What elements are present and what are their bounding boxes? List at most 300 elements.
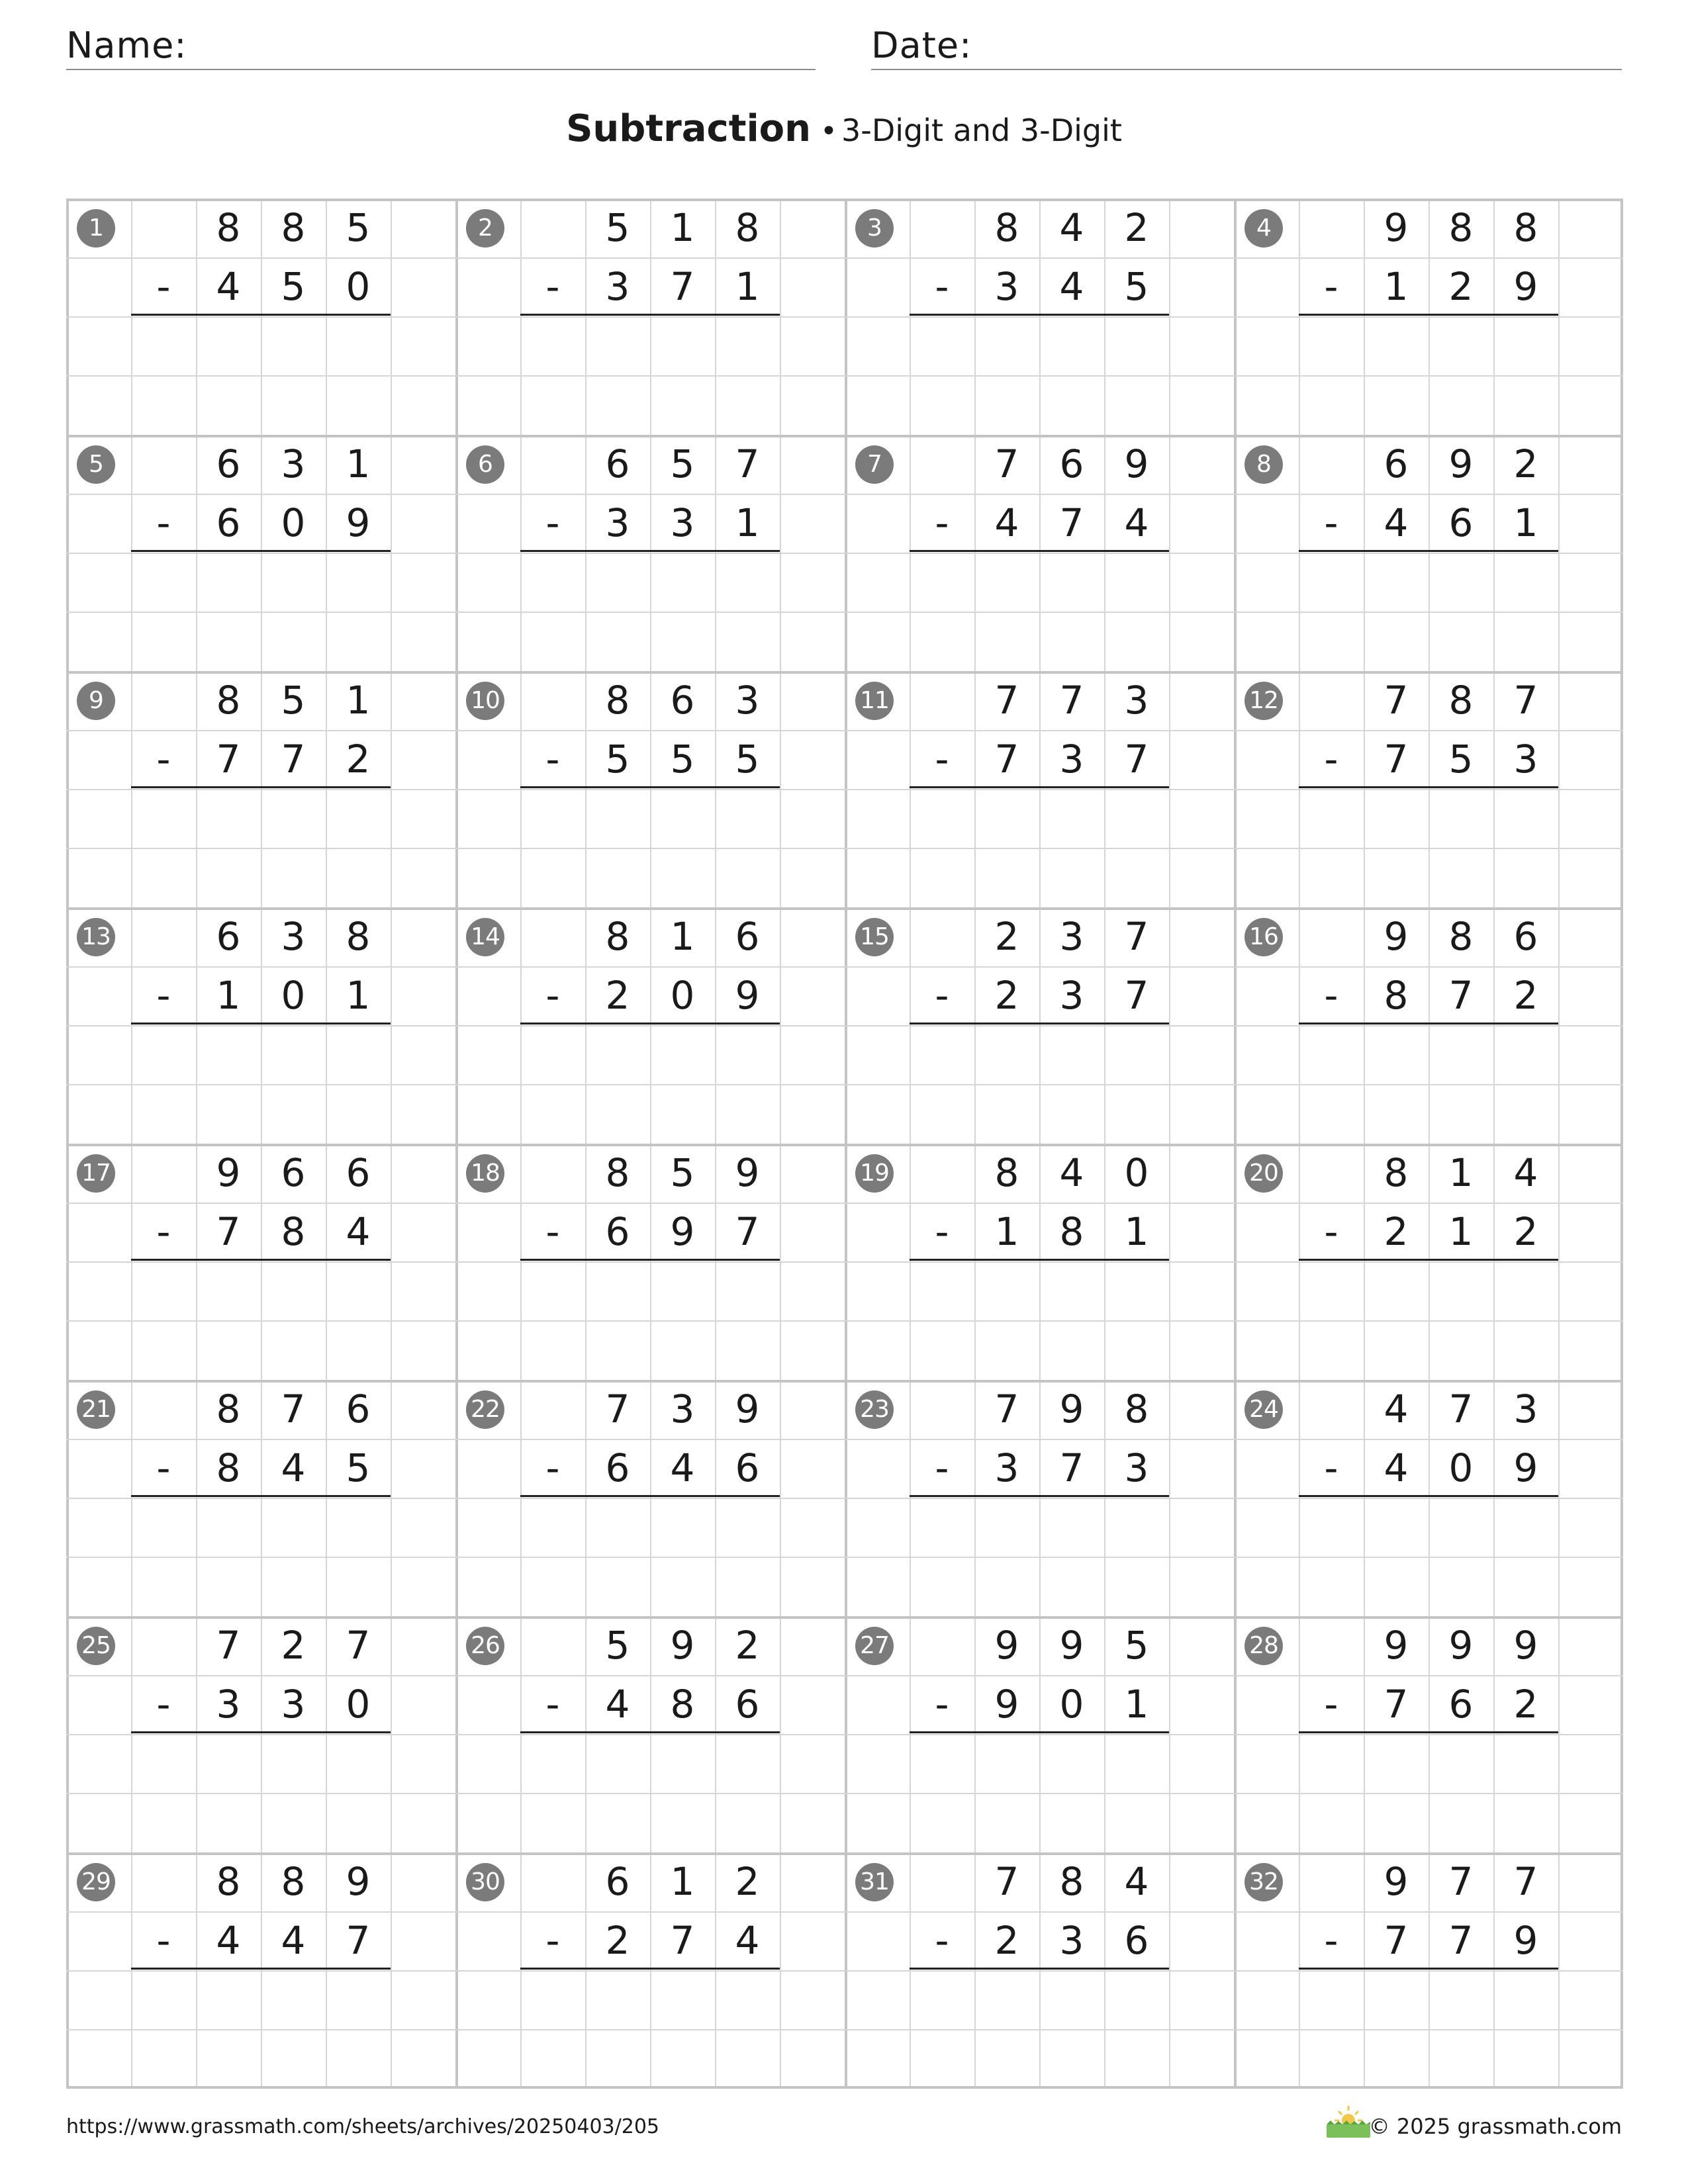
subtrahend-digit: 7 (1059, 500, 1084, 545)
minuend-digit: 8 (605, 1150, 630, 1195)
subtrahend-digit: 3 (1059, 737, 1084, 782)
minus-sign: - (1324, 737, 1338, 782)
minuend-digit: 6 (1059, 441, 1084, 486)
minuend-digit: 7 (346, 1623, 371, 1668)
subtrahend-digit: 2 (994, 1918, 1019, 1963)
minuend-digit: 8 (1448, 205, 1474, 250)
subtrahend-digit: 2 (1513, 1209, 1538, 1254)
minuend-digit: 5 (281, 678, 306, 723)
minuend-digit: 9 (1124, 441, 1149, 486)
problem-number-badge: 8 (1244, 445, 1283, 484)
subtrahend-digit: 3 (670, 500, 695, 545)
minuend-digit: 4 (1124, 1859, 1149, 1904)
minuend-digit: 3 (735, 678, 760, 723)
answer-line (520, 1731, 780, 1733)
minuend-digit: 8 (216, 678, 241, 723)
problem-number-badge: 29 (77, 1863, 115, 1901)
minuend-digit: 5 (1124, 1623, 1149, 1668)
subtrahend-digit: 8 (670, 1682, 695, 1727)
minus-sign: - (156, 737, 171, 782)
problem-number-badge: 11 (855, 682, 894, 720)
minuend-digit: 8 (216, 1387, 241, 1432)
subtrahend-digit: 4 (670, 1445, 695, 1490)
problem-18 (455, 1144, 845, 1380)
answer-line (131, 1023, 391, 1024)
minuend-digit: 8 (735, 205, 760, 250)
minuend-digit: 2 (281, 1623, 306, 1668)
minuend-digit: 5 (605, 1623, 630, 1668)
problem-number-badge: 10 (466, 682, 504, 720)
answer-line (1299, 1731, 1558, 1733)
minus-sign: - (156, 1918, 171, 1963)
minuend-digit: 8 (994, 205, 1019, 250)
problem-number-badge: 14 (466, 918, 504, 956)
minuend-digit: 8 (346, 914, 371, 959)
problem-17 (66, 1144, 455, 1380)
minuend-digit: 5 (346, 205, 371, 250)
answer-line (131, 1968, 391, 1970)
answer-line (1299, 1968, 1558, 1970)
subtrahend-digit: 6 (605, 1445, 630, 1490)
problem-number-badge: 6 (466, 445, 504, 484)
minuend-digit: 9 (735, 1387, 760, 1432)
problem-number-badge: 1 (77, 209, 115, 248)
answer-line (131, 550, 391, 552)
minuend-digit: 8 (1448, 678, 1474, 723)
problem-number-badge: 21 (77, 1390, 115, 1429)
problem-number-badge: 22 (466, 1390, 504, 1429)
subtrahend-digit: 0 (346, 1682, 371, 1727)
title-subtitle: 3-Digit and 3-Digit (841, 113, 1122, 148)
subtrahend-digit: 4 (1383, 1445, 1409, 1490)
answer-line (131, 1495, 391, 1497)
subtrahend-digit: 1 (735, 500, 760, 545)
problem-27 (845, 1616, 1234, 1852)
minuend-digit: 1 (346, 441, 371, 486)
subtrahend-digit: 4 (346, 1209, 371, 1254)
minuend-digit: 3 (1059, 914, 1084, 959)
subtrahend-digit: 3 (216, 1682, 241, 1727)
minuend-digit: 9 (346, 1859, 371, 1904)
minuend-digit: 8 (1513, 205, 1538, 250)
minuend-digit: 7 (216, 1623, 241, 1668)
minuend-digit: 9 (1383, 914, 1409, 959)
subtrahend-digit: 7 (216, 737, 241, 782)
minus-sign: - (935, 1918, 949, 1963)
problem-31 (845, 1852, 1234, 2089)
minuend-digit: 9 (1383, 205, 1409, 250)
minuend-digit: 1 (670, 205, 695, 250)
problem-number-badge: 13 (77, 918, 115, 956)
minuend-digit: 4 (1059, 1150, 1084, 1195)
problem-11 (845, 671, 1234, 907)
subtrahend-digit: 6 (1448, 1682, 1474, 1727)
subtrahend-digit: 1 (346, 973, 371, 1018)
worksheet-grid (66, 199, 1623, 2089)
subtrahend-digit: 5 (670, 737, 695, 782)
problem-number-badge: 12 (1244, 682, 1283, 720)
subtrahend-digit: 2 (1513, 1682, 1538, 1727)
subtrahend-digit: 0 (1448, 1445, 1474, 1490)
minuend-digit: 8 (1059, 1859, 1084, 1904)
subtrahend-digit: 3 (994, 1445, 1019, 1490)
subtrahend-digit: 9 (1513, 1445, 1538, 1490)
minuend-digit: 6 (605, 441, 630, 486)
minus-sign: - (1324, 1682, 1338, 1727)
problem-16 (1234, 907, 1623, 1144)
problem-number-badge: 26 (466, 1627, 504, 1665)
subtrahend-digit: 7 (216, 1209, 241, 1254)
subtrahend-digit: 4 (994, 500, 1019, 545)
minuend-digit: 9 (1383, 1623, 1409, 1668)
subtrahend-digit: 0 (281, 973, 306, 1018)
minuend-digit: 2 (735, 1623, 760, 1668)
minuend-digit: 7 (994, 1859, 1019, 1904)
minuend-digit: 2 (1513, 441, 1538, 486)
minuend-digit: 4 (1513, 1150, 1538, 1195)
minus-sign: - (545, 973, 560, 1018)
subtrahend-digit: 4 (281, 1445, 306, 1490)
minuend-digit: 6 (281, 1150, 306, 1195)
subtrahend-digit: 7 (1124, 973, 1149, 1018)
subtrahend-digit: 3 (605, 500, 630, 545)
minus-sign: - (545, 737, 560, 782)
minuend-digit: 4 (1383, 1387, 1409, 1432)
subtrahend-digit: 3 (1059, 973, 1084, 1018)
minuend-digit: 7 (605, 1387, 630, 1432)
subtrahend-digit: 3 (1124, 1445, 1149, 1490)
subtrahend-digit: 4 (605, 1682, 630, 1727)
answer-line (520, 1968, 780, 1970)
minuend-digit: 8 (281, 1859, 306, 1904)
subtrahend-digit: 2 (1383, 1209, 1409, 1254)
minus-sign: - (935, 973, 949, 1018)
subtrahend-digit: 7 (1448, 1918, 1474, 1963)
minuend-digit: 9 (735, 1150, 760, 1195)
minuend-digit: 6 (346, 1387, 371, 1432)
subtrahend-digit: 6 (216, 500, 241, 545)
subtrahend-digit: 9 (1513, 1918, 1538, 1963)
problem-2 (455, 199, 845, 435)
minuend-digit: 8 (1124, 1387, 1149, 1432)
subtrahend-digit: 5 (1448, 737, 1474, 782)
minuend-digit: 7 (994, 1387, 1019, 1432)
problem-7 (845, 435, 1234, 671)
date-label: Date: (871, 24, 972, 66)
minuend-digit: 6 (216, 441, 241, 486)
minuend-digit: 2 (1124, 205, 1149, 250)
title-main: Subtraction (566, 107, 812, 150)
problem-number-badge: 7 (855, 445, 894, 484)
problem-number-badge: 25 (77, 1627, 115, 1665)
minuend-digit: 9 (1448, 1623, 1474, 1668)
minuend-digit: 5 (605, 205, 630, 250)
problem-number-badge: 17 (77, 1154, 115, 1193)
minus-sign: - (545, 264, 560, 309)
minuend-digit: 4 (1059, 205, 1084, 250)
subtrahend-digit: 7 (1383, 1682, 1409, 1727)
problem-number-badge: 28 (1244, 1627, 1283, 1665)
minuend-digit: 5 (670, 1150, 695, 1195)
subtrahend-digit: 1 (1383, 264, 1409, 309)
problem-number-badge: 23 (855, 1390, 894, 1429)
minus-sign: - (935, 737, 949, 782)
problem-5 (66, 435, 455, 671)
minus-sign: - (156, 1682, 171, 1727)
minuend-digit: 7 (994, 678, 1019, 723)
problem-number-badge: 32 (1244, 1863, 1283, 1901)
grass-sun-logo-icon (1324, 2103, 1373, 2140)
problem-number-badge: 20 (1244, 1154, 1283, 1193)
subtrahend-digit: 7 (670, 1918, 695, 1963)
subtrahend-digit: 1 (1124, 1682, 1149, 1727)
minus-sign: - (1324, 973, 1338, 1018)
subtrahend-digit: 4 (735, 1918, 760, 1963)
problem-22 (455, 1380, 845, 1616)
worksheet-title (0, 107, 1688, 150)
subtrahend-digit: 9 (735, 973, 760, 1018)
subtrahend-digit: 9 (994, 1682, 1019, 1727)
minuend-digit: 7 (1513, 678, 1538, 723)
answer-line (910, 1259, 1169, 1261)
minus-sign: - (545, 1445, 560, 1490)
minuend-digit: 1 (670, 914, 695, 959)
subtrahend-digit: 5 (735, 737, 760, 782)
problem-24 (1234, 1380, 1623, 1616)
subtrahend-digit: 9 (670, 1209, 695, 1254)
date-field[interactable] (871, 21, 1622, 70)
answer-line (1299, 314, 1558, 316)
minuend-digit: 9 (670, 1623, 695, 1668)
problem-15 (845, 907, 1234, 1144)
minuend-digit: 1 (346, 678, 371, 723)
subtrahend-digit: 2 (994, 973, 1019, 1018)
subtrahend-digit: 8 (1383, 973, 1409, 1018)
minuend-digit: 9 (1513, 1623, 1538, 1668)
minus-sign: - (156, 1445, 171, 1490)
minus-sign: - (1324, 500, 1338, 545)
minus-sign: - (545, 1918, 560, 1963)
answer-line (520, 786, 780, 788)
minuend-digit: 7 (1448, 1387, 1474, 1432)
minuend-digit: 6 (216, 914, 241, 959)
answer-line (910, 1495, 1169, 1497)
problem-8 (1234, 435, 1623, 671)
problem-number-badge: 27 (855, 1627, 894, 1665)
problem-4 (1234, 199, 1623, 435)
minuend-digit: 7 (994, 441, 1019, 486)
minuend-digit: 6 (1383, 441, 1409, 486)
minuend-digit: 8 (994, 1150, 1019, 1195)
subtrahend-digit: 7 (1383, 1918, 1409, 1963)
subtrahend-digit: 2 (605, 973, 630, 1018)
problem-10 (455, 671, 845, 907)
subtrahend-digit: 1 (216, 973, 241, 1018)
problem-9 (66, 671, 455, 907)
subtrahend-digit: 8 (1059, 1209, 1084, 1254)
problem-29 (66, 1852, 455, 2089)
subtrahend-digit: 4 (216, 264, 241, 309)
minuend-digit: 7 (1124, 914, 1149, 959)
subtrahend-digit: 7 (735, 1209, 760, 1254)
minus-sign: - (1324, 264, 1338, 309)
footer-copyright: © 2025 grassmath.com (1368, 2114, 1622, 2139)
minuend-digit: 6 (346, 1150, 371, 1195)
subtrahend-digit: 5 (1124, 264, 1149, 309)
minuend-digit: 3 (281, 914, 306, 959)
minus-sign: - (935, 1209, 949, 1254)
minus-sign: - (935, 500, 949, 545)
answer-line (131, 1731, 391, 1733)
subtrahend-digit: 7 (346, 1918, 371, 1963)
minus-sign: - (1324, 1445, 1338, 1490)
answer-line (1299, 550, 1558, 552)
problem-12 (1234, 671, 1623, 907)
subtrahend-digit: 5 (281, 264, 306, 309)
footer-url: https://www.grassmath.com/sheets/archives/20250403/205 (66, 2115, 660, 2138)
answer-line (520, 314, 780, 316)
title-bullet: • (820, 114, 837, 148)
problem-number-badge: 15 (855, 918, 894, 956)
answer-line (910, 1731, 1169, 1733)
minuend-digit: 8 (1383, 1150, 1409, 1195)
subtrahend-digit: 6 (1124, 1918, 1149, 1963)
minuend-digit: 7 (1513, 1859, 1538, 1904)
subtrahend-digit: 4 (1059, 264, 1084, 309)
minus-sign: - (545, 1209, 560, 1254)
problem-25 (66, 1616, 455, 1852)
problem-21 (66, 1380, 455, 1616)
problem-number-badge: 4 (1244, 209, 1283, 248)
subtrahend-digit: 3 (281, 1682, 306, 1727)
minuend-digit: 8 (281, 205, 306, 250)
problem-number-badge: 24 (1244, 1390, 1283, 1429)
minuend-digit: 6 (605, 1859, 630, 1904)
problem-32 (1234, 1852, 1623, 2089)
subtrahend-digit: 3 (1059, 1918, 1084, 1963)
subtrahend-digit: 4 (1124, 500, 1149, 545)
minuend-digit: 6 (735, 914, 760, 959)
subtrahend-digit: 9 (1513, 264, 1538, 309)
name-label: Name: (66, 24, 187, 66)
subtrahend-digit: 2 (605, 1918, 630, 1963)
problem-26 (455, 1616, 845, 1852)
subtrahend-digit: 3 (605, 264, 630, 309)
minuend-digit: 3 (1513, 1387, 1538, 1432)
subtrahend-digit: 6 (605, 1209, 630, 1254)
minuend-digit: 3 (281, 441, 306, 486)
subtrahend-digit: 8 (216, 1445, 241, 1490)
minuend-digit: 7 (1059, 678, 1084, 723)
subtrahend-digit: 0 (281, 500, 306, 545)
subtrahend-digit: 1 (994, 1209, 1019, 1254)
answer-line (910, 1968, 1169, 1970)
subtrahend-digit: 4 (1383, 500, 1409, 545)
problem-number-badge: 30 (466, 1863, 504, 1901)
minuend-digit: 6 (670, 678, 695, 723)
answer-line (520, 1495, 780, 1497)
subtrahend-digit: 1 (1513, 500, 1538, 545)
subtrahend-digit: 7 (1448, 973, 1474, 1018)
problem-30 (455, 1852, 845, 2089)
answer-line (520, 1023, 780, 1024)
subtrahend-digit: 7 (1059, 1445, 1084, 1490)
minuend-digit: 2 (994, 914, 1019, 959)
subtrahend-digit: 2 (1513, 973, 1538, 1018)
answer-line (520, 550, 780, 552)
name-field[interactable] (66, 21, 816, 70)
subtrahend-digit: 4 (216, 1918, 241, 1963)
minus-sign: - (1324, 1209, 1338, 1254)
subtrahend-digit: 5 (605, 737, 630, 782)
minuend-digit: 1 (670, 1859, 695, 1904)
minuend-digit: 6 (1513, 914, 1538, 959)
problem-number-badge: 2 (466, 209, 504, 248)
minuend-digit: 1 (1448, 1150, 1474, 1195)
subtrahend-digit: 7 (1383, 737, 1409, 782)
minuend-digit: 7 (735, 441, 760, 486)
subtrahend-digit: 6 (735, 1445, 760, 1490)
subtrahend-digit: 7 (994, 737, 1019, 782)
minuend-digit: 8 (1448, 914, 1474, 959)
minus-sign: - (1324, 1918, 1338, 1963)
answer-line (1299, 786, 1558, 788)
answer-line (131, 786, 391, 788)
subtrahend-digit: 1 (1124, 1209, 1149, 1254)
subtrahend-digit: 0 (1059, 1682, 1084, 1727)
problem-23 (845, 1380, 1234, 1616)
subtrahend-digit: 7 (281, 737, 306, 782)
problem-number-badge: 9 (77, 682, 115, 720)
minuend-digit: 9 (1383, 1859, 1409, 1904)
problem-14 (455, 907, 845, 1144)
minuend-digit: 3 (1124, 678, 1149, 723)
problem-20 (1234, 1144, 1623, 1380)
minuend-digit: 8 (605, 678, 630, 723)
answer-line (910, 314, 1169, 316)
problem-number-badge: 16 (1244, 918, 1283, 956)
answer-line (131, 314, 391, 316)
minus-sign: - (156, 973, 171, 1018)
minuend-digit: 5 (670, 441, 695, 486)
subtrahend-digit: 1 (1448, 1209, 1474, 1254)
problem-1 (66, 199, 455, 435)
minus-sign: - (545, 500, 560, 545)
answer-line (131, 1259, 391, 1261)
minus-sign: - (935, 264, 949, 309)
minuend-digit: 8 (216, 205, 241, 250)
minus-sign: - (156, 500, 171, 545)
subtrahend-digit: 3 (994, 264, 1019, 309)
subtrahend-digit: 7 (1124, 737, 1149, 782)
problem-number-badge: 5 (77, 445, 115, 484)
minuend-digit: 9 (216, 1150, 241, 1195)
minus-sign: - (935, 1445, 949, 1490)
minuend-digit: 7 (281, 1387, 306, 1432)
problem-19 (845, 1144, 1234, 1380)
subtrahend-digit: 0 (346, 264, 371, 309)
subtrahend-digit: 1 (735, 264, 760, 309)
subtrahend-digit: 7 (670, 264, 695, 309)
problem-number-badge: 18 (466, 1154, 504, 1193)
answer-line (910, 786, 1169, 788)
answer-line (910, 550, 1169, 552)
problem-number-badge: 19 (855, 1154, 894, 1193)
answer-line (520, 1259, 780, 1261)
subtrahend-digit: 3 (1513, 737, 1538, 782)
subtrahend-digit: 6 (735, 1682, 760, 1727)
minuend-digit: 9 (994, 1623, 1019, 1668)
